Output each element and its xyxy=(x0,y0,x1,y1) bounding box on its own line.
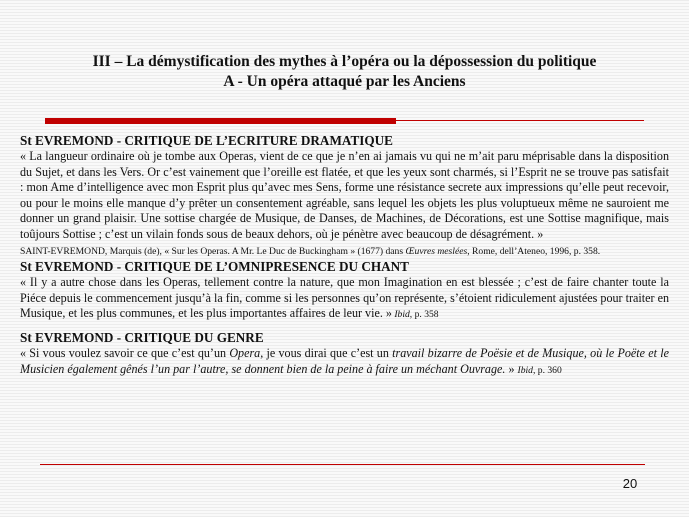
section-writing xyxy=(20,132,669,258)
section-quote xyxy=(20,275,669,322)
spacer xyxy=(20,322,669,329)
quote-source: SAINT-EVREMOND, Marquis (de), « Sur les Operas. A Mr. Le Duc de Buckingham » (1677) dans Œuvres meslées, Rome, dell’Ateneo, 1996, p. 358. xyxy=(20,245,601,257)
section-quote: « Si vous voulez savoir ce que c’est qu’un Opera, je vous dirai que c’est un travail bizarre de Poësie et de Musique, où le Poëte et le Musicien également gênés l’un par l’autre, se donnent bien de la peine à faire un méchant Ouvrage. » Ibid, p. 360 xyxy=(20,345,669,376)
page-number: 20 xyxy=(622,476,638,491)
section-heading: St EVREMOND - CRITIQUE DU GENRE xyxy=(20,329,264,345)
slide-content xyxy=(20,132,669,377)
quote-text: « La langueur ordinaire où je tombe aux Operas, vient de ce que je n’en ai jamais vu qui ne m’ait paru méprisable dans la disposition du Sujet, et dans les Vers. Or c’est vainement que l’oreille est flatée, et que les yeux sont charmés, si l’Esprit ne se trouve pas satisfait : mon Ame d’intelligence avec mon Esprit plus qu’avec mes Sens, forme une résistance secrete aux impressions qu’elle peut recevoir, ou pour le moins elle manque d’y prêter un consentement agréable, sans lequel les objets les plus voluptueux même ne sauroient me donner un grand plaisir. Une sottise chargée de Musique, de Danses, de Machines, de Décorations, est une Sottise magnifique, mais toûjours Sottise ; c’est un vilain fonds sous de beaux dehors, où je pénètre avec beaucoup de désagrément. » xyxy=(20,149,669,241)
slide-subtitle: A - Un opéra attaqué par les Anciens xyxy=(223,73,466,90)
slide-title: III – La démystification des mythes à l’opéra ou la dépossession du politique xyxy=(92,53,597,70)
title-underline-bar xyxy=(45,118,396,124)
section-heading: St EVREMOND - CRITIQUE DE L’OMNIPRESENCE DU CHANT xyxy=(20,259,409,275)
section-singing xyxy=(20,258,669,322)
quote-source: Ibid, p. 358 xyxy=(394,309,439,321)
quote-text: « Il y a autre chose dans les Operas, tellement contre la nature, que mon Imagination en est blessée ; c’est de faire chanter toute la Piéce depuis le commencement jusqu’à la fin, comme si les personnes qu’on représente, s’étoient ridiculement ajustées pour traiter en Musique, et les plus communes, et les plus importantes affaires de leur vie. » xyxy=(20,275,669,321)
section-genre xyxy=(20,329,669,377)
quote-source: Ibid, p. 360 xyxy=(517,364,562,376)
footer-rule xyxy=(40,464,645,465)
title-underline-rule xyxy=(396,120,644,121)
section-quote xyxy=(20,149,669,258)
section-heading: St EVREMOND - CRITIQUE DE L’ECRITURE DRAMATIQUE xyxy=(20,133,393,148)
